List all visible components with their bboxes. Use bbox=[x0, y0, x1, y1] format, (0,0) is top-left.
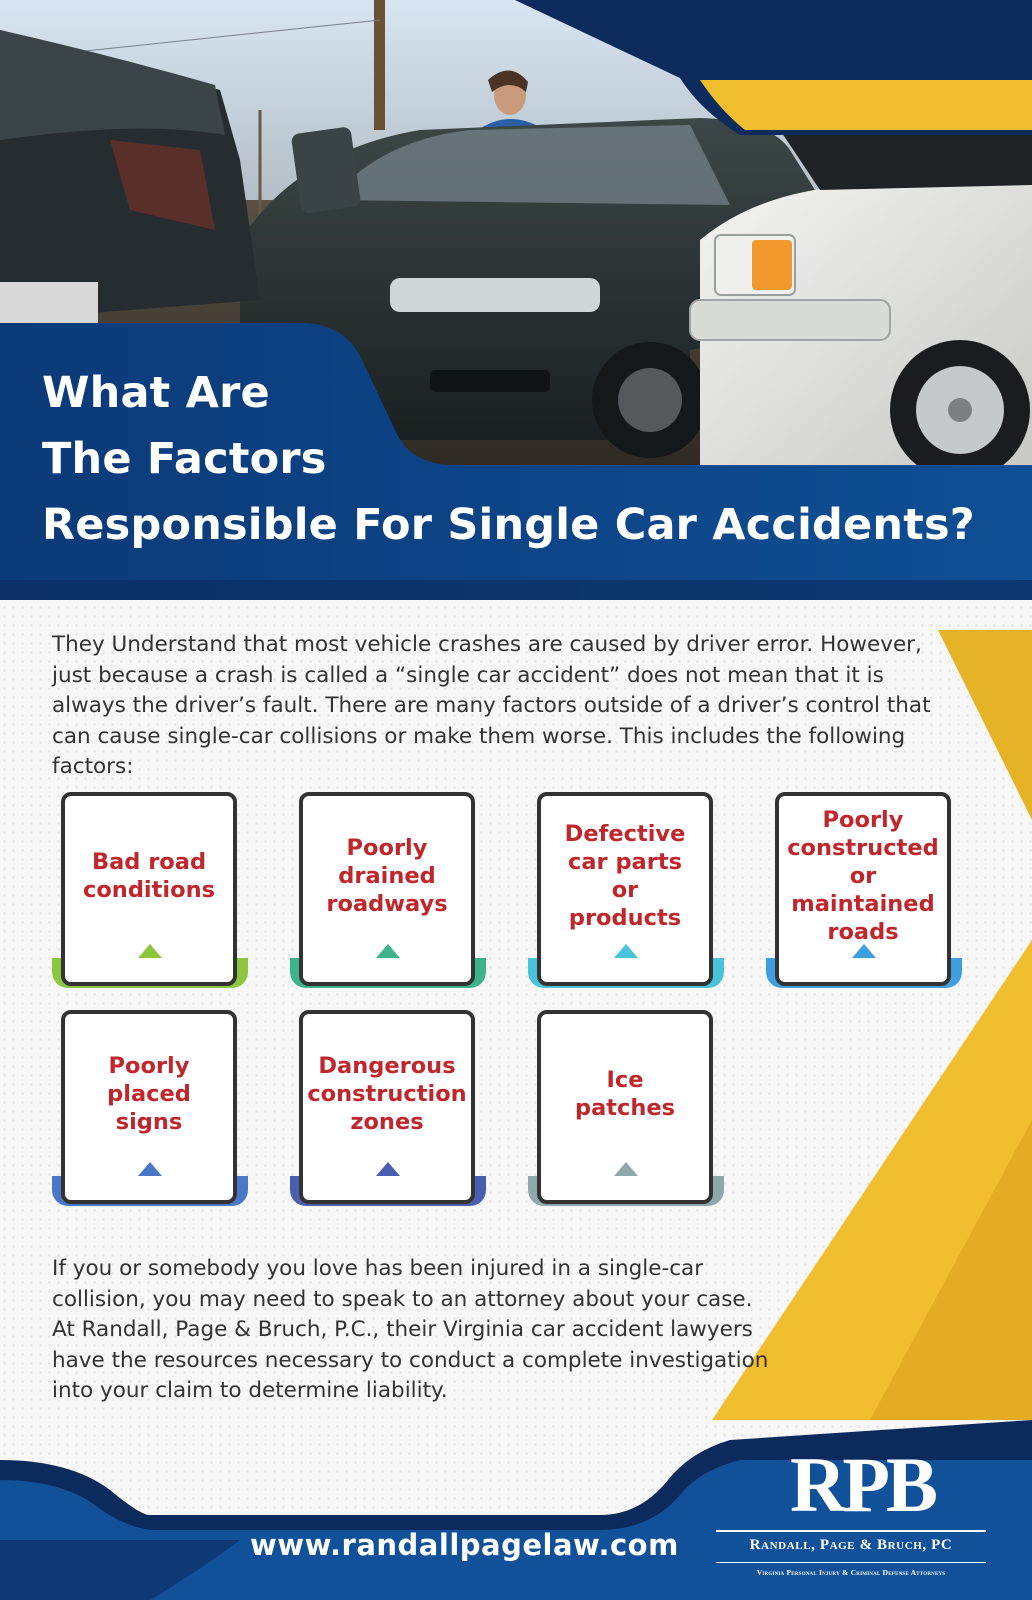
factor-label: Poorly drained roadways bbox=[326, 835, 448, 917]
logo-divider bbox=[716, 1562, 986, 1563]
page-title bbox=[42, 360, 975, 558]
factor-label: Poorly constructed or maintained roads bbox=[787, 807, 939, 945]
factor-card-poorly-placed-signs bbox=[52, 1010, 248, 1220]
title-line-3: Responsible For Single Car Accidents? bbox=[42, 500, 975, 550]
factor-card-ice-patches bbox=[528, 1010, 724, 1220]
firm-logo bbox=[712, 1441, 1012, 1596]
logo-divider bbox=[716, 1530, 986, 1532]
factor-label: Bad road conditions bbox=[83, 849, 215, 903]
factor-label: Defective car parts or products bbox=[564, 821, 686, 931]
logo-firm-name: Randall, Page & Bruch, PC bbox=[749, 1537, 953, 1553]
title-line-1: What Are bbox=[42, 368, 270, 418]
logo-tagline: Virginia Personal Injury & Criminal Defense Attorneys bbox=[756, 1568, 946, 1577]
factor-card-poorly-drained-roadways bbox=[290, 792, 486, 1002]
factor-card-dangerous-construction-zones bbox=[290, 1010, 486, 1220]
factor-card-defective-car-parts bbox=[528, 792, 724, 1002]
factor-label: Poorly placed signs bbox=[107, 1053, 191, 1135]
factor-card-poorly-constructed-roads bbox=[766, 792, 962, 1002]
logo-monogram: RPB bbox=[790, 1441, 934, 1528]
intro-paragraph: They Understand that most vehicle crashes are caused by driver error. However, just because a crash is called a “single car accident” does not mean that it is always the driver’s fault. There are many factors outside of a driver’s control that can cause single-car collisions or make them worse. This includes the following factors: bbox=[52, 632, 931, 779]
conclusion-paragraph: If you or somebody you love has been injured in a single-car collision, you may need to speak to an attorney about your case. At Randall, Page & Bruch, P.C., their Virginia car accident lawyers have the resources necessary to conduct a complete investigation into your claim to determine liability. bbox=[52, 1256, 769, 1403]
title-line-2: The Factors bbox=[42, 434, 327, 484]
website-link[interactable]: www.randallpagelaw.com bbox=[250, 1528, 679, 1562]
factor-label: Dangerous construction zones bbox=[307, 1053, 467, 1135]
factor-card-bad-road-conditions bbox=[52, 792, 248, 1002]
factor-label: Ice patches bbox=[574, 1067, 676, 1121]
hero-banner bbox=[0, 0, 1032, 600]
